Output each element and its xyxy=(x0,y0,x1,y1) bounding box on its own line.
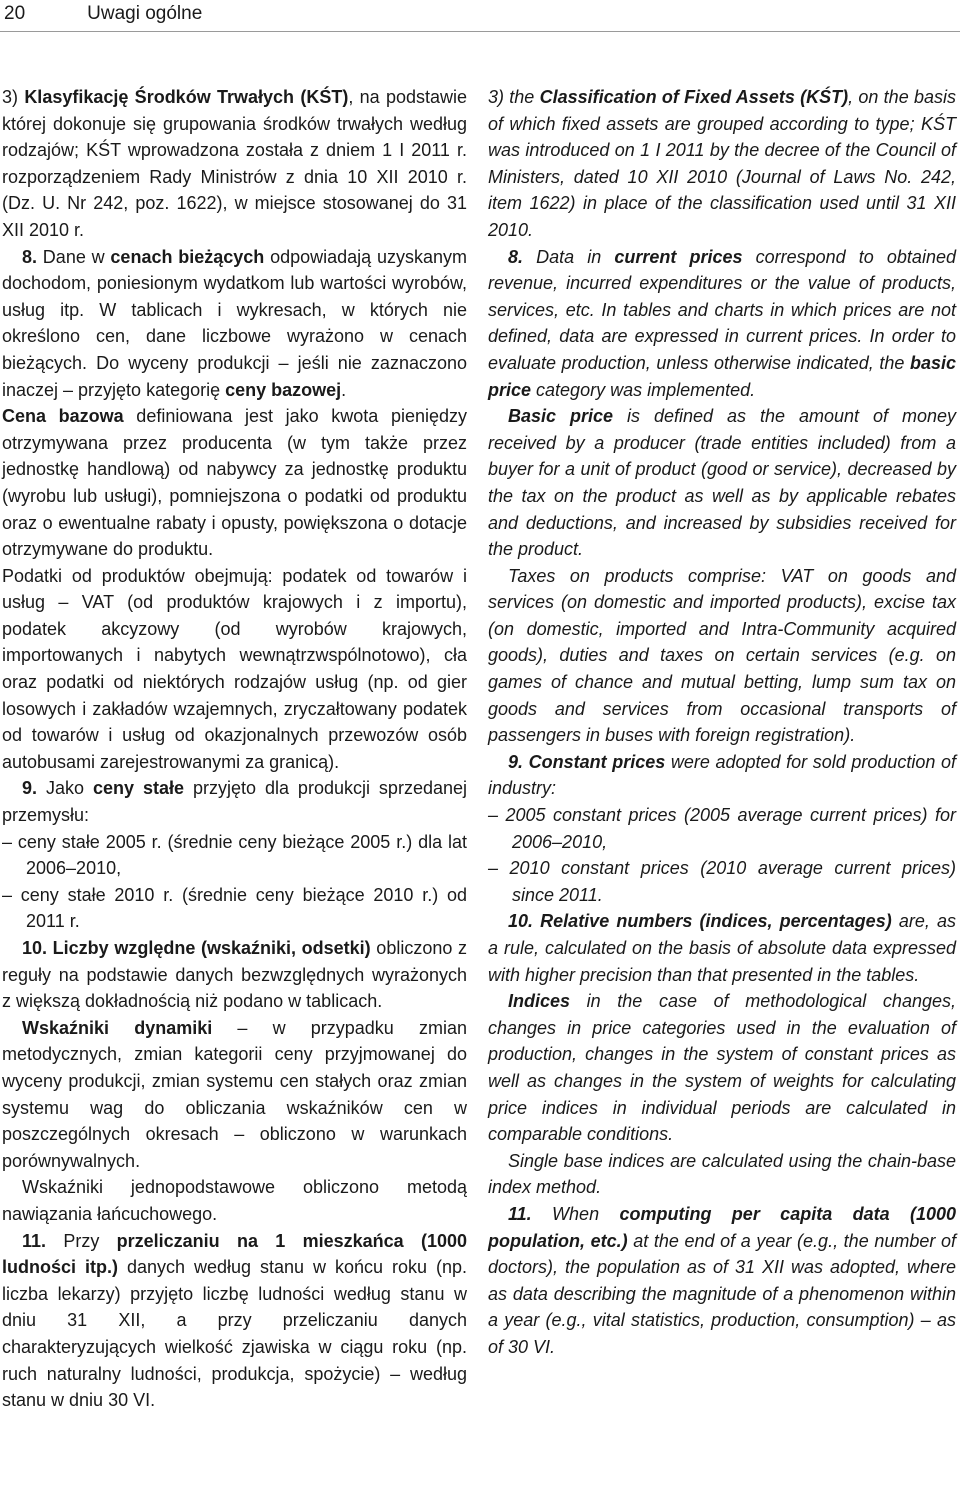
en-term-basic-price: basic price xyxy=(488,352,956,400)
section-title: Uwagi ogólne xyxy=(87,3,203,24)
en-paragraph-11: 11. When computing per capita data (1000 population, etc.) at the end of a year (e.g., the number of doctors), the population as of 31 XII was adopted, where as data describing the magnitude of a phenomenon within a year (e.g., vital statistics, production, consumption) – as of 30 VI. xyxy=(488,1203,956,1357)
pl-paragraph-11: 11. Przy przeliczaniu na 1 mieszkańca (1000 ludności itp.) danych według stanu w końcu roku (np. liczba lekarzy) przyjęto liczbę ludności według stanu w dniu 31 XII, a przy przeliczaniu danych charakteryzujących wielkość zjawiska w ciągu roku (np. ruch naturalny ludności, produkcja, spożycie) – według stanu w dniu 30 VI. xyxy=(2,1230,467,1411)
pl-term-constant-prices: ceny stałe xyxy=(92,778,184,799)
en-term-kst: Classification of Fixed Assets (KŚT) xyxy=(539,87,849,107)
pl-paragraph-10: 10. Liczby względne (wskaźniki, odsetki) obliczono z reguły na podstawie danych bezwzględnych wyrażonych z większą dokładnością niż podano w tablicach. xyxy=(2,938,468,1012)
page-number: 20 xyxy=(4,3,26,24)
en-paragraph-taxes: Taxes on products comprise: VAT on goods and services (on domestic and imported products), excise tax (on domestic, imported and Intra-Community acquired goods), duties and taxes on certain services (e.g. on games of chance and mutual betting, lump sum tax on goods and services from occasional transports of passengers in buses with foreign registration). xyxy=(488,565,956,746)
pl-paragraph-basic-price: Cena bazowa definiowana jest jako kwota pieniędzy otrzymywana przez producenta (w tym także przez jednostkę handlową) od nabywcy za jednostkę produktu (wyrobu lub usługi), pomniejszona o podatki od produktu oraz o ewentualne rabaty i opusty, powiększona o dotacje otrzymywane do produktu. xyxy=(2,406,468,560)
en-term-relative-numbers: . Relative numbers (indices, percentages) xyxy=(528,911,892,932)
polish-column xyxy=(2,84,467,1414)
en-paragraph-indices: Indices in the case of methodological changes, changes in price categories used in the evaluation of production, changes in the system of constant prices as well as changes in the system of weights for calculating price indices in individual periods are calculated in comparable conditions. xyxy=(488,991,956,1145)
page-header xyxy=(0,0,960,28)
pl-term-relative-numbers: Liczby względne (wskaźniki, odsetki) xyxy=(47,938,371,958)
pl-paragraph-8: 8. Dane w cenach bieżących odpowiadają uzyskanym dochodom, poniesionym wydatkom lub wartości wyrobów, usług itp. W tablicach i wykresach, w których nie określono cen, dane liczbowe wyrażono w cenach bieżących. Do wyceny produkcji – jeśli nie zaznaczono inaczej – przyjęto kategorię ceny bazowej. xyxy=(2,246,467,400)
en-paragraph-single-base: Single base indices are calculated using the chain-base index method. xyxy=(488,1150,956,1198)
en-list-item: – 2010 constant prices (2010 average current prices) since 2011. xyxy=(488,858,956,905)
en-paragraph-basic-price: Basic price is defined as the amount of money received by a producer (trade entities included) from a buyer for a unit of product (good or service), decreased by the tax on the product as well as by applicable rebates and deductions, and increased by subsidies received for the product. xyxy=(488,406,956,560)
pl-paragraph-taxes: Podatki od produktów obejmują: podatek od towarów i usług – VAT (od produktów krajowych i z importu), podatek akcyzowy (od wyrobów krajowych, importowanych i nabytych wewnątrzwspólnotowo), cła oraz podatki od niektórych rodzajów usług (np. od gier losowych i zakładów wzajemnych, zryczałtowany podatek od towarów i usług od okazjonalnych przewozów osób autobusami zarejestrowanymi za granicą). xyxy=(2,565,467,772)
pl-paragraph-3: 3) Klasyfikację Środków Trwałych (KŚT), na podstawie której dokonuje się grupowania środków trwałych według rodzajów; KŚT wprowadzona została z dniem 1 I 2011 r. rozporządzeniem Rady Ministrów z dnia 10 XII 2010 r. (Dz. U. Nr 242, poz. 1622), w miejsce stosowanej do 31 XII 2010 r. xyxy=(2,87,468,240)
en-paragraph-8: 8. Data in current prices correspond to obtained revenue, incurred expenditures or the value of products, services, etc. In tables and charts in which prices are not defined, data are expressed in current prices. In order to evaluate production, unless otherwise indicated, the basic price category was implemented. xyxy=(488,246,956,400)
en-list-item: – 2005 constant prices (2005 average current prices) for 2006–2010, xyxy=(488,805,956,852)
pl-list-item: – ceny stałe 2005 r. (średnie ceny bieżące 2005 r.) dla lat 2006–2010, xyxy=(2,831,467,879)
pl-paragraph-single-base: Wskaźniki jednopodstawowe obliczono metodą nawiązania łańcuchowego. xyxy=(2,1177,467,1224)
en-term-current-prices: current prices xyxy=(614,246,743,267)
pl-term-current-prices: cenach bieżących xyxy=(110,246,265,267)
en-paragraph-10: 10. Relative numbers (indices, percentages) are, as a rule, calculated on the basis of absolute data expressed with higher precision than that presented in the tables. xyxy=(488,911,957,985)
en-paragraph-3: 3) the Classification of Fixed Assets (KŚT), on the basis of which fixed assets are grouped according to type; KŚT was introduced on 1 I 2011 by the decree of the Council of Ministers, dated 10 XII 2010 (Journal of Laws No. 242, item 1622) in place of the classification used until 31 XII 2010. xyxy=(488,87,957,240)
header-rule xyxy=(0,31,960,32)
pl-list-item: – ceny stałe 2010 r. (średnie ceny bieżące 2010 r.) od 2011 r. xyxy=(2,884,467,932)
en-term-constant-prices: Constant prices xyxy=(523,751,666,772)
en-paragraph-9: 9. Constant prices were adopted for sold production of industry: xyxy=(488,751,957,799)
pl-term-basic-price: ceny bazowej xyxy=(225,379,342,400)
pl-term-kst: Klasyfikację Środków Trwałych (KŚT) xyxy=(24,87,349,107)
pl-paragraph-dynamics: Wskaźniki dynamiki – w przypadku zmian metodycznych, zmian kategorii ceny przyjmowanej do wyceny produkcji, zmian systemu cen stałych oraz zmian systemu wag do obliczania wskaźników cen w poszczególnych okresach – obliczono w warunkach porównywalnych. xyxy=(2,1017,467,1171)
english-column xyxy=(488,84,956,1361)
pl-paragraph-9: 9. Jako ceny stałe przyjęto dla produkcji sprzedanej przemysłu: xyxy=(2,778,467,826)
pl-term-per-capita: przeliczaniu na 1 mieszkańca (1000 ludności itp.) xyxy=(2,1230,467,1278)
en-term-per-capita: computing per capita data (1000 population, etc.) xyxy=(488,1203,956,1251)
